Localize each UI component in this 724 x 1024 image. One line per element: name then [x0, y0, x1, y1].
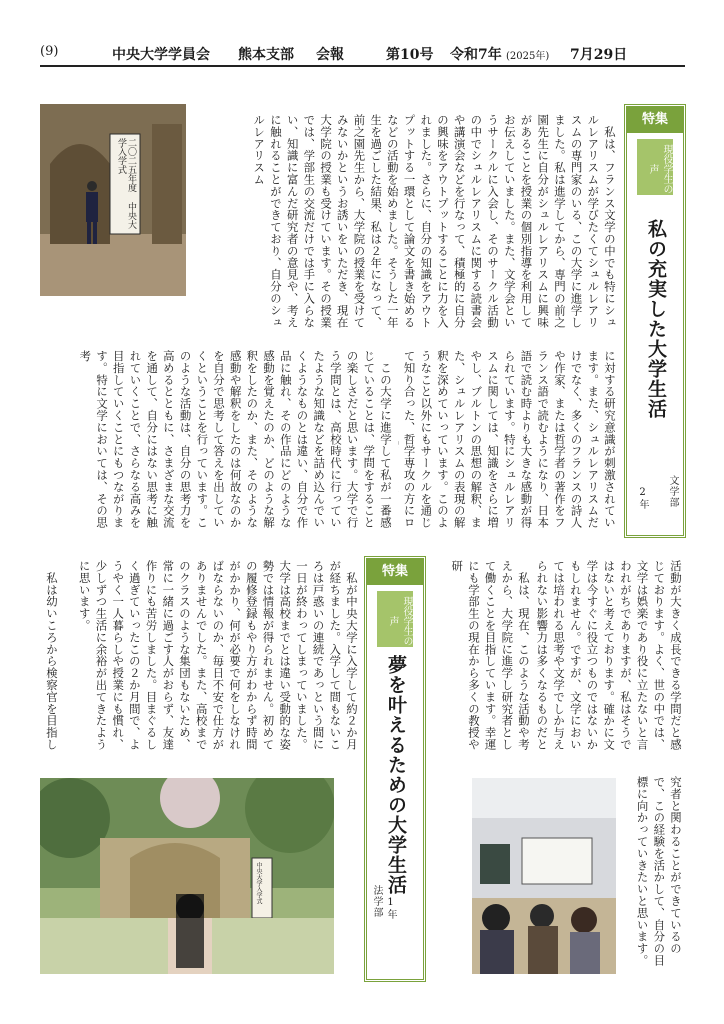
student-voice-badge — [377, 591, 413, 647]
student-voice-badge — [637, 139, 673, 195]
era-date: 令和7年 — [450, 47, 502, 63]
article1-column-5: 私は、現在、このような活動や考えから、大学院に進学し研究者として働くことを目指しています。幸運にも学部生の現在から多くの教授や研 — [450, 560, 531, 751]
article1-column-3: この大学に進学して私が一番感じていることは、学問をすることの楽しさだと思います。大学で行う学問とは、高校時代に行っていたような知識などを詰め込んでいくようなものとは違い、自分で作品に触れ、その作品にどのような感動を覚えたのか、どのような解釈をしたのか、また、そのような感動や解釈をしたのは何故なのかを自分で思考して答えを出していくということを行っています。このような活動は、自分の思考力を高めるとともに、さまざまな交流を通して、自分にはない思考に触れていくことで、さらなる高みを目指していくことにもつながります。特に文学においては、その思考 — [78, 350, 393, 529]
article1-column-2: に対する研究意識が刺激されています。また、シュルレアリスムだけでなく、多くのフランスの詩人や作家、または哲学者の著作をフランス語で読むようになり、日本語で読む時よりも大きな感動が得られています。特にシュルレアリスムに関しては、知識をさらに増やし、ブルトンの思想の解釈、また、シュルレアリスムの表現の解釈を深めていっています。このようなこと以外にもサークルを通じて知り合った、哲学専攻の方にロ — [402, 350, 617, 529]
article2-column-1: 私が中央大学に入学して約２か月が経ちました。入学して間もないころは戸惑いの連続であっという間に一日が終わってしまっていました。大学は高校までとは違い受動的な姿勢では情報が得られません。初めての履修登録もやり方がわからず時間がかかり、何が必要で何をしなければならないのか、毎日不安で仕方がありませんでした。また、高校までのクラスのような集団もないため、常に一緒に過ごす人がおらず、友達作りにも苦労しました。目まぐるしく過ぎていったこの２か月間で、ようやく一人暮らしや授業にも慣れ、少しずつ生活に余裕が出てきたように思います。 — [77, 560, 359, 751]
feature-badge: 特集 — [367, 559, 423, 585]
article2-column-2: 私は幼いころから検察官を目指し — [45, 560, 59, 751]
student-voice-label: 現役学生の声 — [647, 144, 672, 194]
org-name: 中央大学学員会 — [112, 47, 210, 63]
issue-number: 第10号 — [386, 47, 434, 63]
student-voice-label: 現役学生の声 — [387, 596, 412, 646]
article1-dept: 文学部 — [667, 475, 678, 508]
page-header — [40, 44, 684, 64]
page-number: (9) — [40, 44, 59, 59]
ceremony-sign-text: 二〇二五年度 中央大学入学式 — [116, 138, 136, 229]
ceremony-sign-text-2: 中央大学入学式 — [255, 862, 262, 904]
article1-column-6: 究者と関わることができているので、この経験を活かして、自分の目標に向かっていきたいと思います。 — [635, 776, 683, 967]
article1-year: 2年 — [637, 487, 648, 510]
western-year: (2025年) — [506, 51, 550, 62]
article1-column-1: 私は、フランス文学の中でも特にシュルレアリスムが学びたくてシュルレアリスムの専門家のいる、この大学に進学しました。私は進学してから、専門の前之園先生に自分がシュルレアリスムに興味があることを授業の個別指導を利用してお伝えしていました。また、文学会というサークルに入会し、そのサークル活動の中でシュルレアリスムに関する読書会や講演会などを行なって、積極的に自分の興味をアウトプットすることに力を入れました。さらに、自分の知識をアウトプットする一環として論文を書き始めるなどの活動を始めました。そうした一年生を過ごした結果、私は２年になって、前之園先生から、大学院の授業を受けてみないかというお誘いをいただき、現在大学院の授業も受けています。その授業では、学部生の交流だけでは手に入らない、知識に富んだ研究者の意見や、考えに触れることができており、自分のシュルレアリスム — [252, 114, 617, 329]
classroom-photo — [472, 778, 616, 974]
entrance-ceremony-photo — [40, 104, 186, 296]
article1-column-4: 活動が大きく成長できる学問だと感じております。よく、世の中では、文学は娯楽であり役に立たないと言われがちでありますが、私はそうではないと考えております。確かに文学は今すぐに役立つものではないかもしれません。ですが、文学においては培われる思考や文学でしか与えられない影響力は多くなるものだと — [535, 560, 683, 751]
article2-year: 1年 — [385, 897, 396, 920]
article2-dept: 法学部 — [371, 885, 382, 918]
article2-title-box — [364, 556, 426, 982]
issue-date: 7月29日 — [570, 47, 628, 63]
article2-title: 夢を叶えるための大学生活 — [385, 655, 407, 895]
article1-title: 私の充実した大学生活 — [645, 219, 667, 419]
student-portrait-photo — [40, 778, 334, 974]
article1-title-box — [624, 104, 686, 538]
bulletin-label: 会報 — [316, 47, 344, 63]
feature-badge: 特集 — [627, 107, 683, 133]
header-rule — [40, 65, 685, 67]
branch-name: 熊本支部 — [238, 47, 294, 63]
